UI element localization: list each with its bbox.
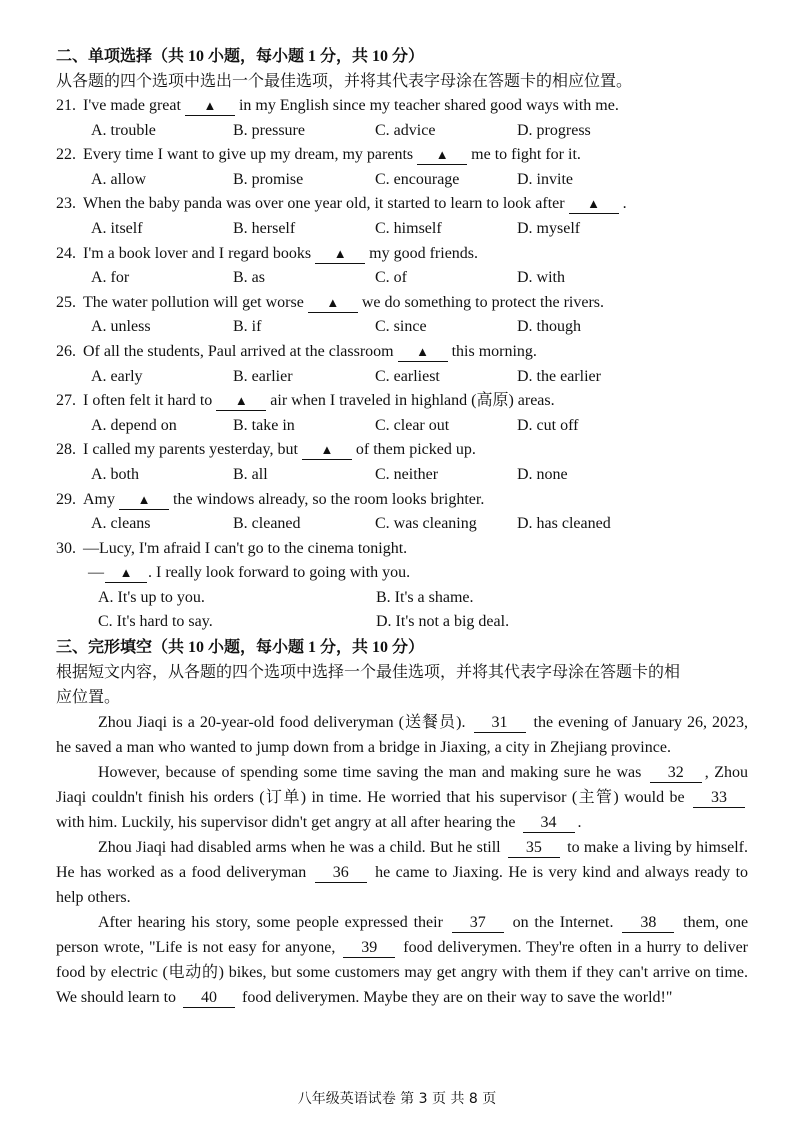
triangle-icon: ▲ (234, 393, 248, 409)
question-23 (56, 192, 748, 217)
option-d: D. It's not a big deal. (376, 613, 510, 631)
option-b: B. as (233, 269, 265, 287)
option-b: B. herself (233, 219, 296, 237)
option-b: B. earlier (233, 367, 293, 385)
section-3-title: 三、完形填空（共 10 小题，每小题 1 分，共 10 分） (56, 639, 425, 657)
triangle-icon: ▲ (416, 343, 430, 359)
options-row (56, 365, 748, 390)
option-c: C. encourage (375, 170, 460, 188)
cloze-blank-37: 37 (452, 914, 504, 933)
question-number: 24. (56, 244, 76, 262)
question-number: 22. (56, 146, 76, 164)
option-a: A. depend on (91, 416, 177, 434)
option-c: C. of (375, 269, 407, 287)
option-b: B. promise (233, 170, 304, 188)
dialog-line-2: — ▲ . I really look forward to going with you. (88, 564, 411, 582)
question-stem: I called my parents yesterday, but ▲ of them picked up. (83, 441, 476, 459)
triangle-icon: ▲ (435, 147, 449, 163)
question-stem: When the baby panda was over one year old, it started to learn to look after ▲ . (83, 195, 627, 213)
option-c: C. since (375, 318, 427, 336)
option-c: C. neither (375, 465, 439, 483)
option-d: D. myself (517, 219, 581, 237)
section-3-instruction-line-2: 应位置。 (56, 689, 121, 707)
option-a: A. trouble (91, 121, 156, 139)
question-stem: Amy ▲ the windows already, so the room looks brighter. (83, 490, 485, 508)
question-list (56, 94, 748, 537)
option-d: D. progress (517, 121, 591, 139)
option-b: B. pressure (233, 121, 305, 139)
option-a: A. early (91, 367, 143, 385)
question-24 (56, 242, 748, 267)
option-d: D. invite (517, 170, 573, 188)
passage-paragraph-3: Zhou Jiaqi had disabled arms when he was a child. But he still 35 to make a living by himself. He has worked as a food deliveryman 36 he came to Jiaxing. He is very kind and always ready to help others. (56, 839, 749, 907)
answer-blank (569, 195, 619, 214)
passage-paragraph-2: However, because of spending some time saving the man and making sure he was 32 , Zhou Jiaqi couldn't finish his orders (订单) in time. He worried that his supervisor (主管) would be 33 with him. Luckily, his supervisor didn't get angry at all after hearing the 34 . (56, 764, 749, 832)
question-29 (56, 488, 748, 513)
option-a: A. allow (91, 170, 147, 188)
triangle-icon: ▲ (119, 565, 133, 581)
question-28 (56, 438, 748, 463)
section-2-title: 二、单项选择（共 10 小题，每小题 1 分，共 10 分） (56, 48, 425, 65)
answer-blank (216, 392, 266, 411)
question-number: 23. (56, 195, 76, 213)
option-c: C. was cleaning (375, 515, 477, 533)
option-d: D. has cleaned (517, 515, 611, 533)
options-row (56, 586, 748, 611)
question-21 (56, 94, 748, 119)
cloze-blank-33: 33 (693, 789, 745, 808)
question-25 (56, 291, 748, 316)
cloze-blank-38: 38 (622, 914, 674, 933)
triangle-icon: ▲ (326, 294, 340, 310)
question-number: 30. (56, 539, 76, 557)
answer-blank (315, 245, 365, 264)
option-c: C. advice (375, 121, 436, 139)
option-b: B. It's a shame. (376, 588, 474, 606)
options-row (56, 512, 748, 537)
cloze-blank-31: 31 (474, 714, 526, 733)
question-number: 27. (56, 392, 76, 410)
cloze-blank-39: 39 (343, 939, 395, 958)
answer-blank (308, 294, 358, 313)
question-stem: The water pollution will get worse ▲ we do something to protect the rivers. (83, 293, 605, 311)
question-stem: I often felt it hard to ▲ air when I traveled in highland (高原) areas. (83, 392, 555, 410)
question-stem: I've made great ▲ in my English since my teacher shared good ways with me. (83, 97, 619, 114)
question-stem: I'm a book lover and I regard books ▲ my good friends. (83, 244, 479, 262)
cloze-blank-40: 40 (183, 989, 235, 1008)
option-c: C. It's hard to say. (98, 613, 213, 631)
section-3-instruction-line-1: 根据短文内容，从各题的四个选项中选择一个最佳选项，并将其代表字母涂在答题卡的相 (56, 664, 681, 682)
triangle-icon: ▲ (203, 98, 217, 113)
option-a: A. cleans (91, 515, 151, 533)
option-a: A. for (91, 269, 130, 287)
option-b: B. take in (233, 416, 295, 434)
answer-blank (185, 97, 235, 116)
question-number: 29. (56, 490, 76, 508)
options-row (56, 610, 748, 635)
question-number: 25. (56, 293, 76, 311)
option-b: B. cleaned (233, 515, 301, 533)
triangle-icon: ▲ (320, 442, 334, 458)
question-26 (56, 340, 748, 365)
section-2-instruction: 从各题的四个选项中选出一个最佳选项，并将其代表字母涂在答题卡的相应位置。 (56, 73, 633, 90)
option-d: D. though (517, 318, 581, 336)
options-row (56, 414, 748, 439)
dialog-line-1: —Lucy, I'm afraid I can't go to the cinema tonight. (83, 539, 408, 557)
triangle-icon: ▲ (137, 491, 151, 507)
option-a: A. unless (91, 318, 151, 336)
cloze-blank-32: 32 (650, 764, 702, 783)
passage-paragraph-1: Zhou Jiaqi is a 20-year-old food deliveryman (送餐员). 31 the evening of January 26, 2023, he saved a man who wanted to jump down from a bridge in Jiaxing, a city in Zhejiang province. (56, 714, 749, 757)
option-c: C. earliest (375, 367, 440, 385)
question-stem: Every time I want to give up my dream, my parents ▲ me to fight for it. (83, 146, 581, 164)
options-row (56, 217, 748, 242)
option-c: C. clear out (375, 416, 450, 434)
option-a: A. It's up to you. (98, 588, 205, 606)
option-d: D. cut off (517, 416, 579, 434)
question-number: 26. (56, 342, 76, 360)
option-b: B. all (233, 465, 268, 483)
option-a: A. both (91, 465, 139, 483)
option-d: D. the earlier (517, 367, 601, 385)
answer-blank (302, 441, 352, 460)
question-22 (56, 143, 748, 168)
answer-blank (119, 491, 169, 510)
triangle-icon: ▲ (333, 245, 347, 261)
cloze-blank-34: 34 (523, 814, 575, 833)
options-row (56, 168, 748, 193)
answer-blank (398, 343, 448, 362)
options-row (56, 463, 748, 488)
cloze-blank-36: 36 (315, 864, 367, 883)
question-30 (56, 537, 748, 562)
answer-blank (105, 564, 147, 583)
option-b: B. if (233, 318, 262, 336)
question-number: 21. (56, 97, 76, 114)
page-footer: 八年级英语试卷 第 3 页 共 8 页 (297, 1091, 497, 1107)
options-row (56, 119, 748, 144)
answer-blank (417, 146, 467, 165)
question-number: 28. (56, 441, 76, 459)
options-row (56, 315, 748, 340)
option-c: C. himself (375, 219, 442, 237)
option-d: D. none (517, 465, 568, 483)
option-a: A. itself (91, 219, 143, 237)
options-row (56, 266, 748, 291)
passage-paragraph-4: After hearing his story, some people expressed their 37 on the Internet. 38 them, one person wrote, "Life is not easy for anyone, 39 food deliverymen. They're often in a hurry to deliver food by electric (电动的) bikes, but some customers may get angry with them if they can't arrive on time. We should learn to 40 food deliverymen. Maybe they are on their way to save the world!" (56, 914, 749, 1007)
option-d: D. with (517, 269, 565, 287)
triangle-icon: ▲ (587, 196, 601, 212)
question-stem: Of all the students, Paul arrived at the classroom ▲ this morning. (83, 342, 537, 360)
cloze-blank-35: 35 (508, 839, 560, 858)
question-27 (56, 389, 748, 414)
